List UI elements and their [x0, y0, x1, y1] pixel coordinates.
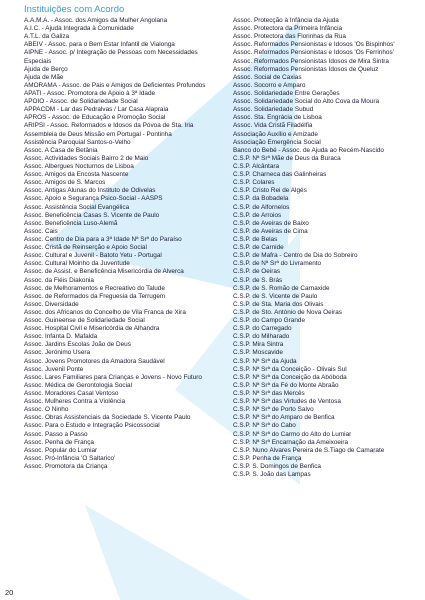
page-number: 20 — [5, 588, 14, 597]
institution-item: C.S.P. de S. Vicente de Paulo — [233, 292, 318, 300]
institution-item: ABEIV - Assoc. para o Bem Estar Infantil de Vialonga — [24, 41, 175, 49]
institution-item: C.S.P. Cristo Rei de Algés — [233, 187, 307, 195]
institution-item: Associação Auxílio e Amizade — [233, 130, 318, 138]
institution-item: Assoc. Vida Cristã Filadélfia — [233, 122, 313, 130]
institution-item: Assoc. Jovens Promotores da Amadora Saudável — [24, 357, 165, 365]
institution-item: Assoc. Cultural e Juvenil - Batoto Yetu - Portugal — [24, 252, 162, 260]
institution-item: Assoc. Reformados Pensionistas e Idosos 'Os Bispinhos' — [233, 41, 395, 49]
institution-item: A.T.L. da Galiza — [24, 33, 70, 41]
institution-item: Especiais — [24, 57, 52, 65]
institution-item: C.S.P. Nuno Álvares Pereira de S.Tiago de Camarate — [233, 446, 385, 454]
institution-item: A.I.C. - Ajuda Integrada à Comunidade — [24, 25, 134, 33]
institution-item: C.S.P. Nª Srª Encarnação da Ameixoeira — [233, 438, 349, 446]
institution-item: C.S.P. Nª Srª do Amparo de Benfica — [233, 414, 335, 422]
institution-item: C.S.P. Nª Srª de Porto Salvo — [233, 406, 314, 414]
institution-item: C.S.P. de Sta. Maria dos Olivais — [233, 300, 324, 308]
institution-item: C.S.P. de Alfornelos — [233, 203, 290, 211]
institution-item: Assoc. Jerónimo Usera — [24, 349, 91, 357]
institution-item: C.S.P. Nª Srª do Cabo — [233, 422, 296, 430]
institution-item: Assoc. de Melhoramentos e Recreativo do Talude — [24, 284, 165, 292]
institution-item: Assoc. Passo a Passo — [24, 430, 88, 438]
institution-item: APROS - Assoc. de Educação e Promoção Social — [24, 114, 166, 122]
institution-item: Assoc. Infanta D. Mafalda — [24, 333, 98, 341]
institution-item: Assistência Paroquial Santos-o-Velho — [24, 138, 131, 146]
institution-item: Assoc. de Assist. e Beneficência Misericórdia de Alverca — [24, 268, 184, 276]
institution-item: C.S.P. Nª Srª das Virtudes de Ventosa — [233, 398, 341, 406]
institution-item: Assoc. dos Africanos do Concelho de Vila Franca de Xira — [24, 308, 186, 316]
institution-item: Assoc. Reformados Pensionistas e Idosos 'Os Ferrinhos' — [233, 49, 394, 57]
institution-item: C.S.P. do Campo Grande — [233, 317, 305, 325]
institution-item: Ajuda de Berço — [24, 65, 68, 73]
institution-list-right — [233, 17, 419, 479]
institution-item: Associação Emergência Social — [233, 138, 321, 146]
institution-item: C.S.P. Nª Srª do Carmo do Alto do Lumiar — [233, 430, 352, 438]
institution-item: C.S.P. de S. Romão de Carnaxide — [233, 284, 330, 292]
institution-item: Banco do Bebé - Assoc. de Ajuda ao Recém-Nascido — [233, 146, 384, 154]
institution-item: Assoc. O Ninho — [24, 406, 69, 414]
institution-item: Assoc. Diversidade — [24, 300, 79, 308]
institution-item: Assoc. Apoio e Segurança Psico-Social - AASPS — [24, 195, 163, 203]
institution-item: Assoc. Obras Assistenciais da Sociedade S. Vicente Paulo — [24, 414, 191, 422]
institution-item: C.S.P. de Oeiras — [233, 268, 281, 276]
institution-item: Assoc. Guineense de Solidariedade Social — [24, 317, 145, 325]
institution-item: Assoc. de Reformados da Freguesia da Terrugem — [24, 292, 166, 300]
institution-list-left — [24, 17, 230, 471]
institution-item: C.S.P. Alcântara — [233, 162, 280, 170]
institution-item: Assoc. Pró-Infância 'O Saltarico' — [24, 454, 116, 462]
institution-item: APPACDM - Lar das Pedralvas / Lar Casa Alapraia — [24, 106, 169, 114]
institution-item: C.S.P. de Sto. António de Nova Oeiras — [233, 308, 342, 316]
institution-item: C.S.P. de Carnide — [233, 244, 284, 252]
institution-item: C.S.P. da Bobadela — [233, 195, 289, 203]
institution-item: Assoc. Assistência Social Evangélica — [24, 203, 130, 211]
institution-item: APATI - Assoc. Promotora de Apoio à 3ª Idade — [24, 89, 156, 97]
institution-item: Assoc. Médica de Gerontologia Social — [24, 381, 132, 389]
institution-item: Assoc. Jardins Escolas João de Deus — [24, 341, 131, 349]
institution-item: ARIPSI - Assoc. Reformados e Idosos da Póvoa de Sta. Iria — [24, 122, 194, 130]
institution-item: A.A.M.A. - Assoc. dos Amigos da Mulher Angolana — [24, 17, 168, 24]
institution-item: Assoc. Socorro e Amparo — [233, 81, 306, 89]
institution-item: C.S.P. Nª Srª da Fé do Monte Abraão — [233, 381, 339, 389]
institution-item: AMORAMA - Assoc. de Pais e Amigos de Deficientes Profundos — [24, 81, 206, 89]
institution-item: C.S.P. de Aveiras de Baixo — [233, 219, 309, 227]
institution-item: Assoc. Solidariedade Entre Gerações — [233, 89, 340, 97]
institution-item: C.S.P. do Carregado — [233, 325, 292, 333]
institution-item: Assoc. Reformados Pensionistas Idosos de Mira Sintra — [233, 57, 389, 65]
institution-item: APOIO - Assoc. de Solidariedade Social — [24, 98, 138, 106]
institution-item: Assoc. Lares Familiares para Crianças e Jovens - Novo Futuro — [24, 373, 202, 381]
institution-item: Assoc. Solidariedade Social do Alto Cova da Moura — [233, 98, 380, 106]
institution-item: Assoc. Centro de Dia para a 3ª Idade Nª Srª do Paraíso — [24, 235, 182, 243]
institution-item: C.S.P. Nª Srª da Conceição - Olivais Sul — [233, 365, 347, 373]
institution-item: Ajuda de Mãe — [24, 73, 64, 81]
institution-item: Assoc. Albergues Nocturnos de Lisboa — [24, 162, 134, 170]
page-title: Instituições com Acordo — [24, 4, 125, 15]
institution-item: Assoc. Beneficência Luso-Alemã — [24, 219, 118, 227]
institution-item: C.S.P. do Milharado — [233, 333, 290, 341]
institution-item: AIPNE - Assoc. p/ Integração de Pessoas com Necessidades — [24, 49, 198, 57]
institution-item: Assoc. da Fiéis Diakonia — [24, 276, 94, 284]
institution-item: Assoc. Cais — [24, 227, 58, 235]
institution-item: Assoc. Protectora da Primeira Infância — [233, 25, 343, 33]
institution-item: Assoc. Social de Caxias — [233, 73, 302, 81]
institution-item: Assoc. Reformados Pensionistas Idosos de Queluz — [233, 65, 379, 73]
institution-item: Assoc. Popular do Lumiar — [24, 446, 98, 454]
institution-item: C.S.P. S. Domingos de Benfica — [233, 463, 321, 471]
institution-item: Assoc. Promotora da Criança — [24, 463, 108, 471]
institution-item: Assoc. Sta. Engrácia de Lisboa — [233, 114, 322, 122]
institution-item: C.S.P. Nª Srª Mãe de Deus da Buraca — [233, 154, 341, 162]
institution-item: C.S.P. Moscavide — [233, 349, 283, 357]
institution-item: C.S.P. Mira Sintra — [233, 341, 284, 349]
institution-item: C.S.P. de Belas — [233, 235, 278, 243]
institution-item: Assoc. Hospital Civil e Misericórdia de Alhandra — [24, 325, 160, 333]
institution-item: Assoc. Mulheres Contra a Violência — [24, 398, 126, 406]
institution-item: C.S.P. Nª Srª da Ajuda — [233, 357, 297, 365]
institution-item: Assoc. Para o Estudo e Integração Psicossocial — [24, 422, 160, 430]
institution-item: Assoc. Penha de França — [24, 438, 94, 446]
institution-item: Assoc. Moradores Casal Ventoso — [24, 390, 119, 398]
institution-item: Assoc. Cristã de Reinserção e Apoio Social — [24, 244, 147, 252]
institution-item: Assoc. Solidariedade Subud — [233, 106, 314, 114]
institution-item: Assembleia de Deus Missão em Portugal - Pontinha — [24, 130, 172, 138]
institution-item: C.S.P. Nª Srª da Conceição da Abóboda — [233, 373, 347, 381]
institution-item: C.S.P. de Arroios — [233, 211, 282, 219]
institution-item: C.S.P. Colares — [233, 179, 275, 187]
institution-item: Assoc. A Casa de Betânia — [24, 146, 98, 154]
institution-item: C.S.P. de Mafra - Centro de Dia do Sobreiro — [233, 252, 358, 260]
institution-item: C.S.P. Nª Srª das Mercês — [233, 390, 305, 398]
institution-item: C.S.P. S. João das Lampas — [233, 471, 311, 479]
institution-item: C.S.P. Penha de França — [233, 454, 302, 462]
institution-item: Assoc. Protectora das Florinhas da Rua — [233, 33, 346, 41]
institution-item: Assoc. Protecção à Infância da Ajuda — [233, 17, 339, 24]
institution-item: Assoc. Beneficência Casas S. Vicente de Paulo — [24, 211, 160, 219]
institution-item: Assoc. Antigas Alunas do Instituto de Odivelas — [24, 187, 156, 195]
institution-item: Assoc. Juvenil Ponte — [24, 365, 84, 373]
institution-item: C.S.P. de Nª Srª do Livramento — [233, 260, 322, 268]
institution-item: C.S.P. Charneca das Galinheiras — [233, 171, 327, 179]
institution-item: Assoc. Amigos de S. Marcos — [24, 179, 106, 187]
institution-item: Assoc. Actividades Sociais Bairro 2 de Maio — [24, 154, 149, 162]
institution-item: Assoc. Cultural Moinho da Juventude — [24, 260, 130, 268]
institution-item: C.S.P. de S. Brás — [233, 276, 283, 284]
institution-item: C.S.P. de Aveiras de Cima — [233, 227, 308, 235]
institution-item: Assoc. Amigos da Encosta Nascente — [24, 171, 129, 179]
